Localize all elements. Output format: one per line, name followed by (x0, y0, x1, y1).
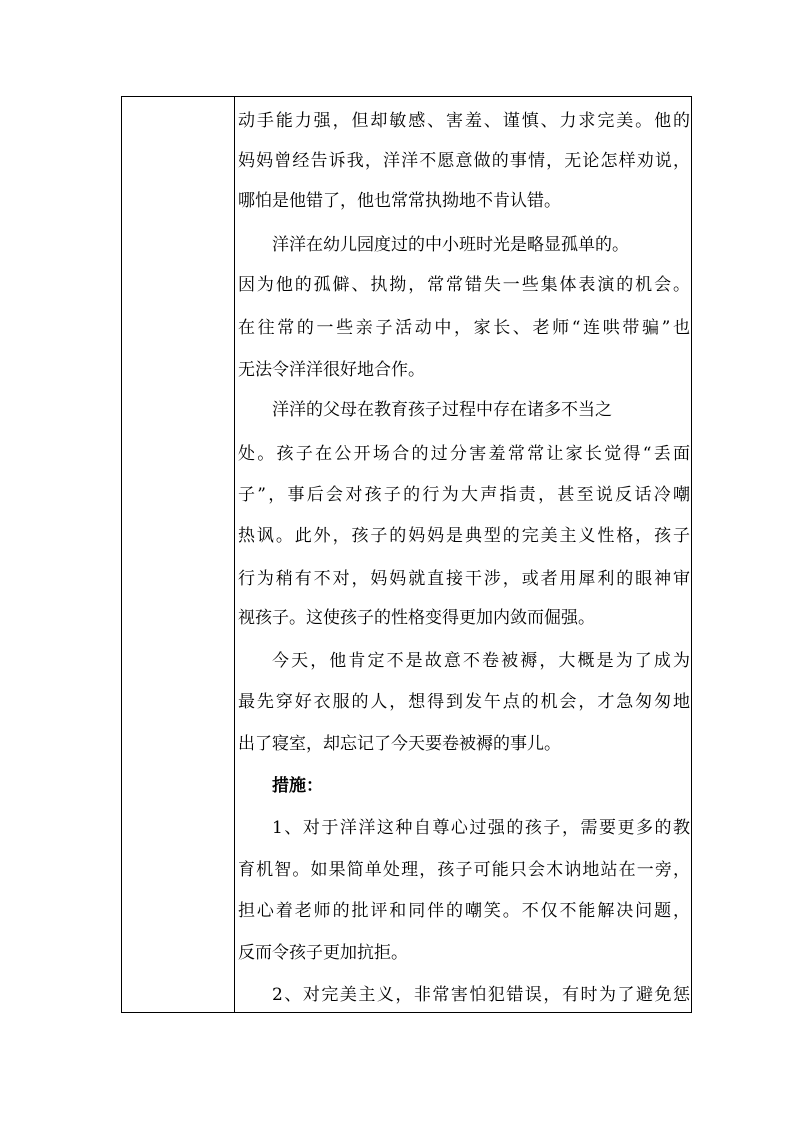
left-empty-cell (122, 97, 235, 1012)
paragraph-start-line: 洋洋的父母在教育孩子过程中存在诸多不当之 (272, 400, 612, 420)
text-line: 反而令孩子更加抗拒。 (238, 943, 408, 963)
text-line: 育机智。如果简单处理，孩子可能只会木讷地站在一旁， (238, 860, 690, 880)
text-line: 担心着老师的批评和同伴的嘲笑。不仅不能解决问题， (238, 901, 690, 921)
text-line: 热讽。此外，孩子的妈妈是典型的完美主义性格，孩子 (238, 526, 690, 546)
text-line: 哪怕是他错了，他也常常执拗地不肯认错。 (238, 191, 561, 211)
text-line: 出了寝室，却忘记了今天要卷被褥的事儿。 (238, 734, 561, 754)
table-cell-frame (121, 96, 692, 1013)
text-line: 行为稍有不对，妈妈就直接干涉，或者用犀利的眼神审 (238, 569, 690, 589)
text-line: 在往常的一些亲子活动中，家长、老师“连哄带骗”也 (238, 318, 690, 338)
text-line: 处。孩子在公开场合的过分害羞常常让家长觉得“丢面 (238, 444, 690, 464)
text-line: 无法令洋洋很好地合作。 (238, 360, 425, 380)
text-line: 最先穿好衣服的人，想得到发午点的机会，才急匆匆地 (238, 692, 690, 712)
measures-heading: 措施： (272, 776, 323, 796)
text-line: 妈妈曾经告诉我，洋洋不愿意做的事情，无论怎样劝说， (238, 151, 690, 171)
paragraph-start-line: 2、对完美主义，非常害怕犯错误，有时为了避免惩 (272, 985, 690, 1005)
paragraph-start-line: 今天，他肯定不是故意不卷被褥，大概是为了成为 (272, 651, 690, 671)
text-line: 动手能力强，但却敏感、害羞、谨慎、力求完美。他的 (238, 111, 690, 131)
text-line: 视孩子。这使孩子的性格变得更加内敛而倔强。 (238, 608, 595, 628)
text-line: 因为他的孤僻、执拗，常常错失一些集体表演的机会。 (238, 275, 690, 295)
text-line: 子”，事后会对孩子的行为大声指责，甚至说反话冷嘲 (238, 485, 690, 505)
paragraph-start-line: 洋洋在幼儿园度过的中小班时光是略显孤单的。 (272, 235, 629, 255)
paragraph-start-line: 1、对于洋洋这种自尊心过强的孩子，需要更多的教 (272, 818, 690, 838)
content-cell (236, 97, 692, 1012)
